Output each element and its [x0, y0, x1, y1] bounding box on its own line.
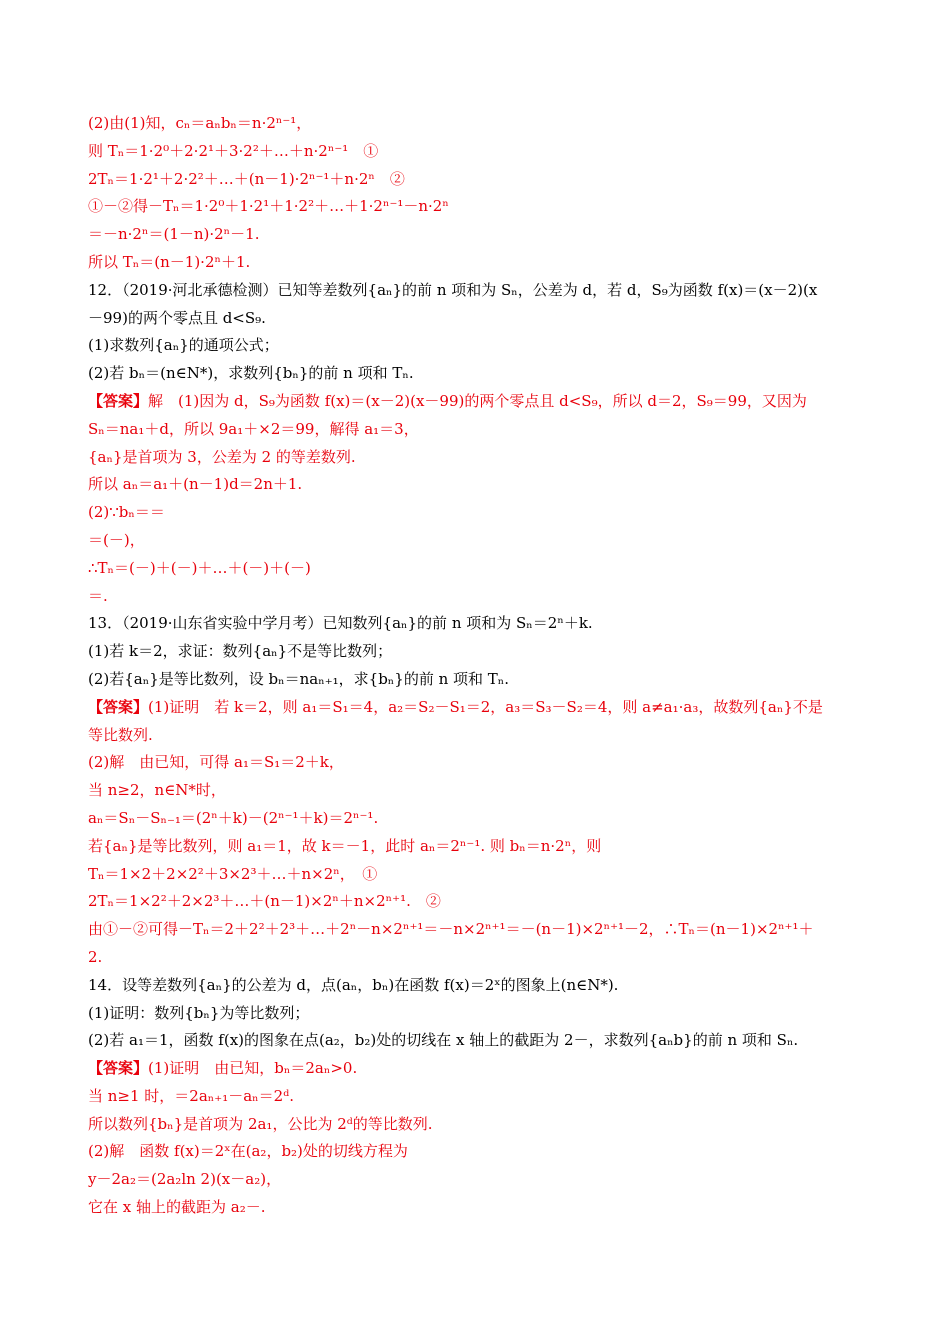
line-text: (1)求数列{aₙ}的通项公式；	[88, 336, 279, 355]
line-text: 它在 x 轴上的截距为 a₂－.	[88, 1198, 266, 1217]
text-line	[88, 722, 866, 750]
text-line	[88, 110, 866, 138]
text-line	[88, 416, 866, 444]
text-line	[88, 861, 866, 889]
line-text: (1)证明 由已知，bₙ＝2aₙ>0.	[148, 1059, 358, 1078]
text-line	[88, 666, 866, 694]
text-line	[88, 1083, 866, 1111]
line-text: 当 n≥2，n∈N*时，	[88, 781, 226, 800]
line-text: ＝－n·2ⁿ＝(1－n)·2ⁿ－1.	[88, 225, 260, 244]
text-line	[88, 638, 866, 666]
answer-label: 【答案】	[88, 391, 149, 410]
text-line	[88, 138, 866, 166]
text-line	[88, 610, 866, 638]
text-line	[88, 499, 866, 527]
document-body	[88, 110, 866, 1222]
text-line	[88, 583, 866, 611]
text-line	[88, 193, 866, 221]
line-text: 等比数列.	[88, 725, 153, 744]
text-line	[88, 1166, 866, 1194]
line-text: ∴Tₙ＝(－)＋(－)＋…＋(－)＋(－)	[88, 558, 311, 577]
line-text: (2)若 bₙ＝(n∈N*)，求数列{bₙ}的前 n 项和 Tₙ.	[88, 364, 414, 383]
text-line	[88, 916, 866, 944]
text-line	[88, 1111, 866, 1139]
line-text: ①－②得－Tₙ＝1·2⁰＋1·2¹＋1·2²＋…＋1·2ⁿ⁻¹－n·2ⁿ	[88, 197, 449, 216]
line-text: －99)的两个零点且 d<S₉.	[88, 308, 266, 327]
text-line	[88, 805, 866, 833]
line-text: 所以数列{bₙ}是首项为 2a₁，公比为 2ᵈ的等比数列.	[88, 1114, 433, 1133]
text-line	[88, 332, 866, 360]
line-text: (1)证明：数列{bₙ}为等比数列；	[88, 1003, 310, 1022]
line-text: 若{aₙ}是等比数列，则 a₁＝1，故 k＝－1，此时 aₙ＝2ⁿ⁻¹. 则 bₙ＝n·2ⁿ，则	[88, 836, 602, 855]
line-text: (2)∵bₙ＝＝	[88, 503, 165, 522]
line-text: Tₙ＝1×2＋2×2²＋3×2³＋…＋n×2ⁿ， ①	[88, 864, 378, 883]
text-line	[88, 305, 866, 333]
text-line	[88, 749, 866, 777]
text-line	[88, 166, 866, 194]
text-line	[88, 360, 866, 388]
line-text: ＝(－)，	[88, 530, 145, 549]
line-text: 则 Tₙ＝1·2⁰＋2·2¹＋3·2²＋…＋n·2ⁿ⁻¹ ①	[88, 141, 379, 160]
line-text: 2.	[88, 947, 103, 966]
text-line	[88, 444, 866, 472]
line-text: 12．（2019·河北承德检测）已知等差数列{aₙ}的前 n 项和为 Sₙ，公差为 d，若 d，S₉为函数 f(x)＝(x－2)(x	[88, 280, 818, 299]
text-line	[88, 944, 866, 972]
text-line	[88, 1055, 866, 1083]
answer-label: 【答案】	[88, 1059, 149, 1078]
text-line	[88, 1027, 866, 1055]
line-text: (2)若{aₙ}是等比数列，设 bₙ＝naₙ₊₁，求{bₙ}的前 n 项和 Tₙ.	[88, 669, 510, 688]
line-text: Sₙ＝na₁＋d，所以 9a₁＋×2＝99，解得 a₁＝3，	[88, 419, 419, 438]
line-text: (2)解 由已知，可得 a₁＝S₁＝2＋k，	[88, 753, 344, 772]
text-line	[88, 221, 866, 249]
line-text: (1)若 k＝2，求证：数列{aₙ}不是等比数列；	[88, 642, 393, 661]
line-text: y－2a₂＝(2a₂ln 2)(x－a₂)，	[88, 1170, 282, 1189]
line-text: {aₙ}是首项为 3，公差为 2 的等差数列.	[88, 447, 356, 466]
text-line	[88, 471, 866, 499]
text-line	[88, 555, 866, 583]
line-text: 由①－②可得－Tₙ＝2＋2²＋2³＋…＋2ⁿ－n×2ⁿ⁺¹＝－n×2ⁿ⁺¹＝－(n－1)×2ⁿ⁺¹－2，∴Tₙ＝(n－1)×2ⁿ⁺¹＋	[88, 920, 814, 939]
line-text: 2Tₙ＝1·2¹＋2·2²＋…＋(n－1)·2ⁿ⁻¹＋n·2ⁿ ②	[88, 169, 405, 188]
line-text: (1)证明 若 k＝2，则 a₁＝S₁＝4，a₂＝S₂－S₁＝2，a₃＝S₃－S₂＝4，则 a≠a₁·a₃，故数列{aₙ}不是	[148, 697, 823, 716]
text-line	[88, 694, 866, 722]
line-text: 13．（2019·山东省实验中学月考）已知数列{aₙ}的前 n 项和为 Sₙ＝2ⁿ＋k.	[88, 614, 593, 633]
text-line	[88, 249, 866, 277]
answer-label: 【答案】	[88, 697, 149, 716]
line-text: (2)由(1)知，cₙ＝aₙbₙ＝n·2ⁿ⁻¹，	[88, 114, 312, 132]
text-line	[88, 388, 866, 416]
line-text: (2)解 函数 f(x)＝2ˣ在(a₂，b₂)处的切线方程为	[88, 1142, 408, 1161]
text-line	[88, 1194, 866, 1222]
line-text: aₙ＝Sₙ－Sₙ₋₁＝(2ⁿ＋k)－(2ⁿ⁻¹＋k)＝2ⁿ⁻¹.	[88, 808, 379, 827]
line-text: 解 (1)因为 d，S₉为函数 f(x)＝(x－2)(x－99)的两个零点且 d<S₉，所以 d＝2，S₉＝99，又因为	[148, 391, 807, 410]
line-text: 所以 Tₙ＝(n－1)·2ⁿ＋1.	[88, 252, 251, 271]
line-text: 14．设等差数列{aₙ}的公差为 d，点(aₙ，bₙ)在函数 f(x)＝2ˣ的图象上(n∈N*).	[88, 975, 619, 994]
text-line	[88, 777, 866, 805]
line-text: 当 n≥1 时，＝2aₙ₊₁－aₙ＝2ᵈ.	[88, 1086, 294, 1105]
text-line	[88, 277, 866, 305]
text-line	[88, 888, 866, 916]
text-line	[88, 527, 866, 555]
line-text: 所以 aₙ＝a₁＋(n－1)d＝2n＋1.	[88, 475, 303, 494]
line-text: (2)若 a₁＝1，函数 f(x)的图象在点(a₂，b₂)处的切线在 x 轴上的截距为 2－，求数列{aₙb}的前 n 项和 Sₙ.	[88, 1031, 799, 1050]
text-line	[88, 833, 866, 861]
text-line	[88, 972, 866, 1000]
text-line	[88, 1000, 866, 1028]
line-text: ＝.	[88, 586, 108, 605]
line-text: 2Tₙ＝1×2²＋2×2³＋…＋(n－1)×2ⁿ＋n×2ⁿ⁺¹. ②	[88, 892, 441, 911]
text-line	[88, 1138, 866, 1166]
